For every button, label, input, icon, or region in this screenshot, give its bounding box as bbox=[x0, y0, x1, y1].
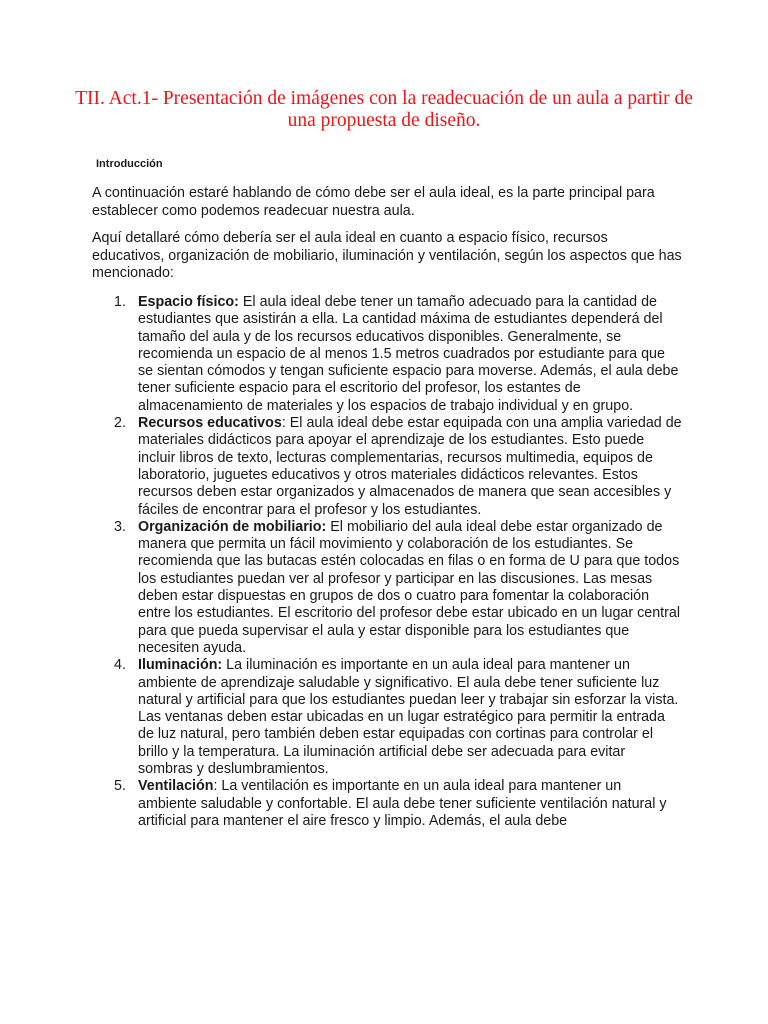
list-item-term: Ventilación bbox=[138, 778, 214, 795]
list-item-number: 3. bbox=[114, 518, 126, 535]
list-item-number: 1. bbox=[114, 294, 126, 310]
list-item bbox=[92, 519, 682, 657]
list-item-text: La iluminación es importante en un aula ideal para mantener un ambiente de aprendizaje saludable y significativo. El aula debe tener suficiente luz natural y artificial para que los estudiantes puedan leer y trabajar sin esforzar la vista. Las ventanas deben estar ubicadas en un lugar estratégico para permitir la entrada de luz natural, pero también deben estar equipadas con cortinas para controlar el brillo y la temperatura. La iluminación artificial debe ser adecuada para evitar sombras y deslumbramientos. bbox=[138, 657, 679, 778]
list-item-text: : El aula ideal debe estar equipada con una amplia variedad de materiales didácticos para apoyar el aprendizaje de los estudiantes. Esto puede incluir libros de texto, lecturas complementarias, recursos multimedia, equipos de laboratorio, juguetes educativos y otros materiales didácticos relevantes. Estos recursos deben estar organizados y almacenados de manera que sean accesibles y fáciles de encontrar para el profesor y los estudiantes. bbox=[138, 415, 682, 518]
intro-paragraph-1: A continuación estaré hablando de cómo debe ser el aula ideal, es la parte principal para establecer como podemos readecuar nuestra aula. bbox=[92, 185, 655, 219]
list-item-text: : La ventilación es importante en un aula ideal para mantener un ambiente saludable y confortable. El aula debe tener suficiente ventilación natural y artificial para mantener el aire fresco y limpio. Además, el aula debe bbox=[138, 778, 667, 829]
list-item bbox=[92, 657, 682, 778]
list-item bbox=[92, 294, 682, 415]
list-item-term: Recursos educativos bbox=[138, 415, 282, 432]
list-item-number: 5. bbox=[114, 778, 126, 795]
list-item-number: 4. bbox=[114, 657, 126, 674]
intro-heading: Introducción bbox=[96, 158, 163, 170]
document-title: TII. Act.1- Presentación de imágenes con la readecuación de un aula a partir de una propuesta de diseño. bbox=[75, 88, 693, 131]
intro-paragraph-2: Aquí detallaré cómo debería ser el aula ideal en cuanto a espacio físico, recursos educativos, organización de mobiliario, iluminación y ventilación, según los aspectos que has mencionado: bbox=[92, 230, 682, 282]
list-item-text: El aula ideal debe tener un tamaño adecuado para la cantidad de estudiantes que asistirán a ella. La cantidad máxima de estudiantes dependerá del tamaño del aula y de los recursos educativos disponibles. Generalmente, se recomienda un espacio de al menos 1.5 metros cuadrados por estudiante para que se sientan cómodos y tengan suficiente espacio para moverse. Además, el aula debe tener suficiente espacio para el escritorio del profesor, los estantes de almacenamiento de materiales y los espacios de trabajo individual y en grupo. bbox=[138, 294, 679, 414]
aspects-list bbox=[92, 294, 682, 830]
list-item bbox=[92, 778, 682, 830]
list-item-term: Organización de mobiliario: bbox=[138, 518, 327, 535]
list-item bbox=[92, 415, 682, 519]
list-item-number: 2. bbox=[114, 415, 126, 432]
list-item-text: El mobiliario del aula ideal debe estar organizado de manera que permita un fácil movimiento y colaboración de los estudiantes. Se recomienda que las butacas estén colocadas en filas o en forma de U para que todos los estudiantes puedan ver al profesor y participar en las discusiones. Las mesas deben estar dispuestas en grupos de dos o cuatro para fomentar la colaboración entre los estudiantes. El escritorio del profesor debe estar ubicado en un lugar central para que pueda supervisar el aula y estar disponible para los estudiantes que necesiten ayuda. bbox=[138, 518, 681, 656]
list-item-term: Espacio físico: bbox=[138, 294, 239, 310]
list-item-term: Iluminación: bbox=[138, 657, 223, 674]
